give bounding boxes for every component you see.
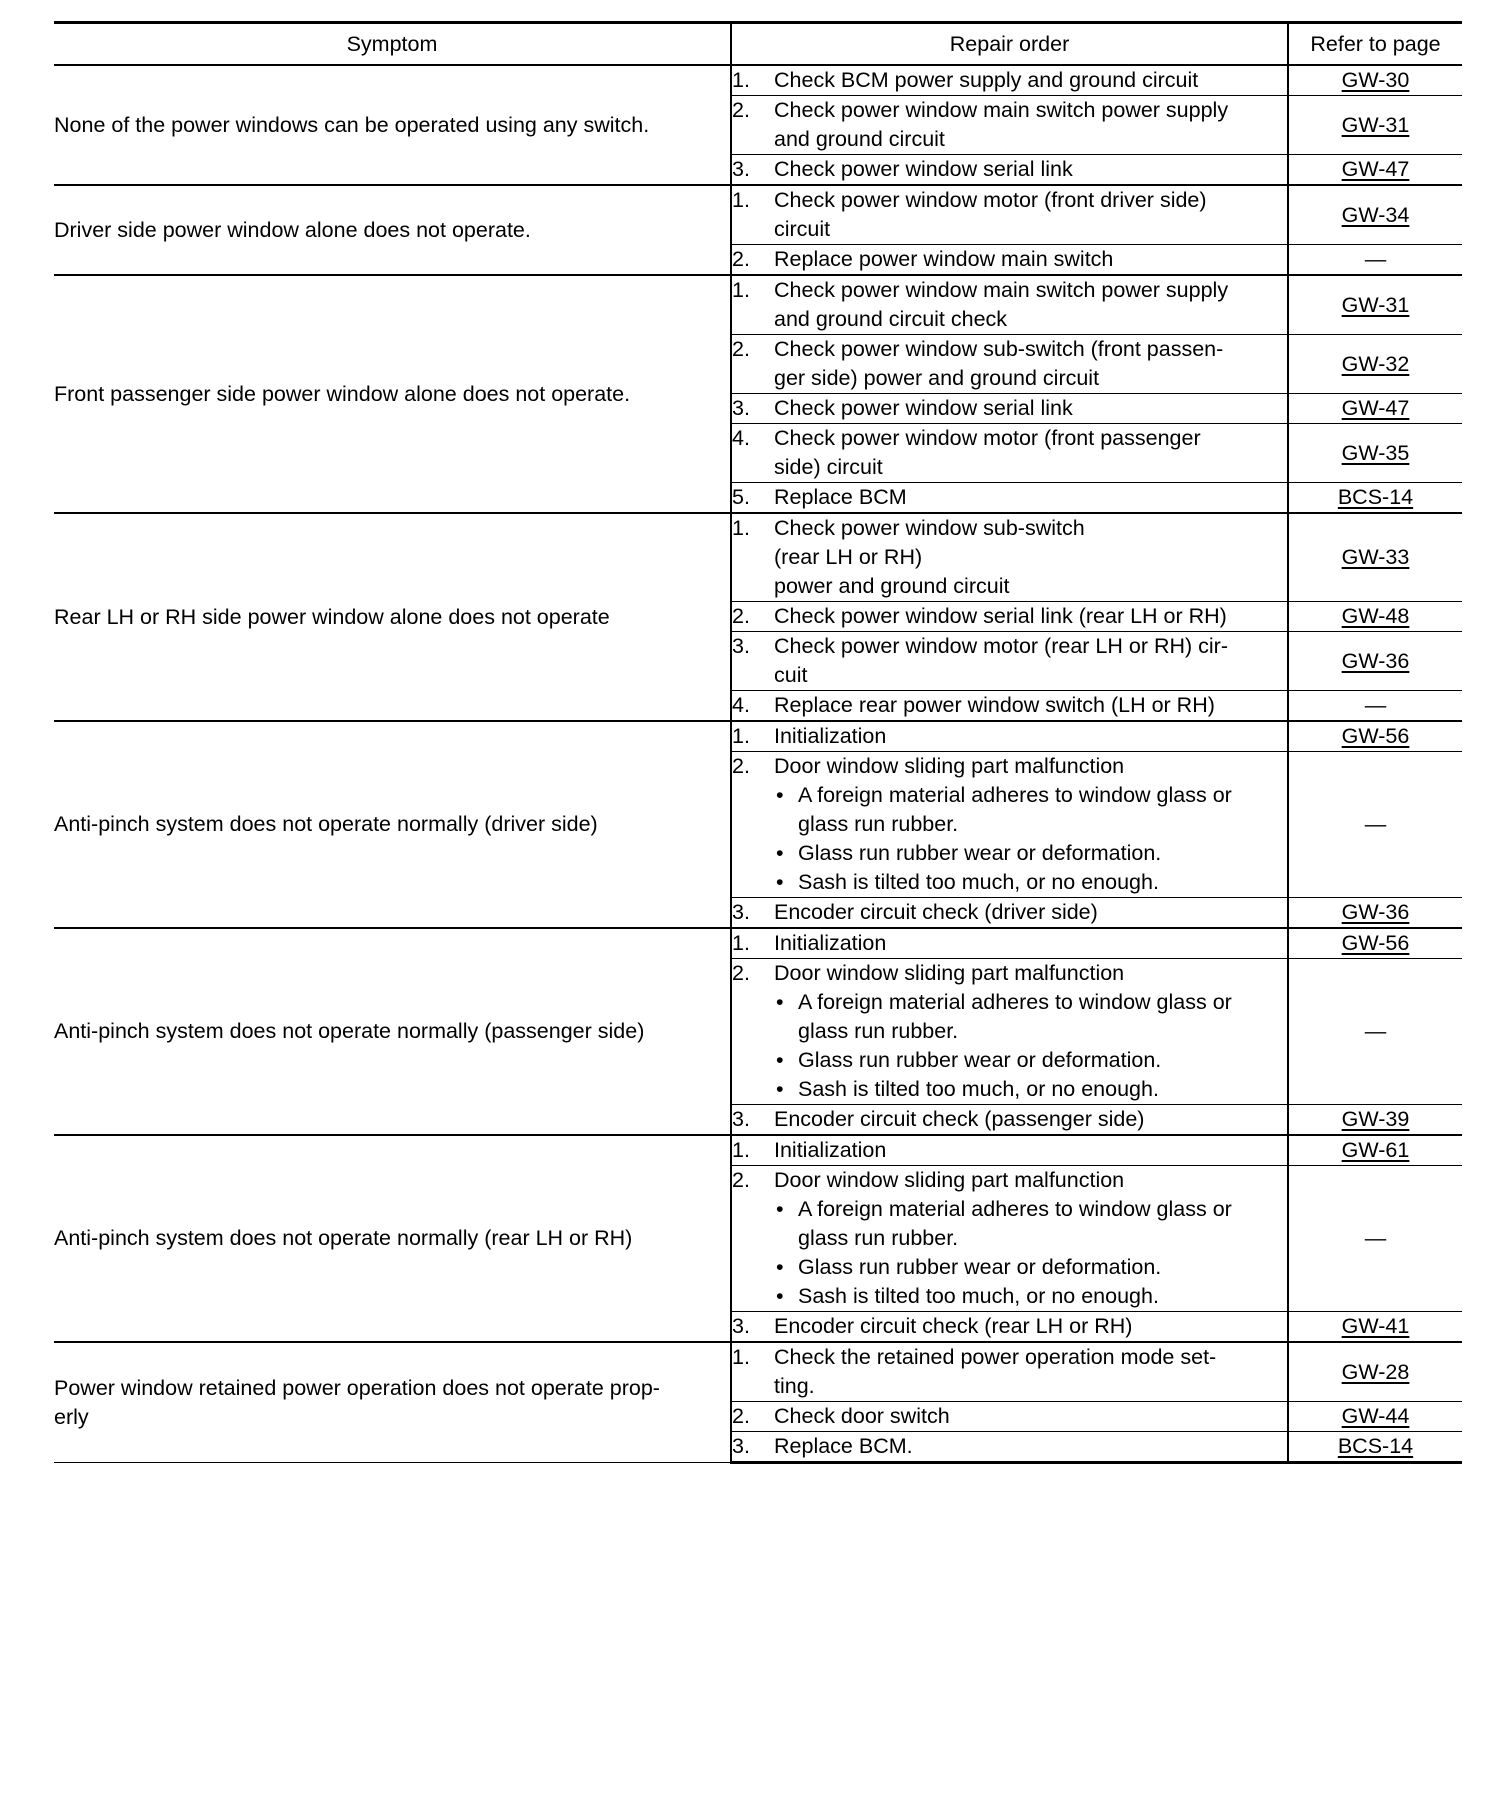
step-text [774, 898, 1287, 927]
step-text-line: Check power window motor (rear LH or RH) cir- [774, 634, 1228, 658]
step-text [774, 483, 1287, 512]
repair-step [732, 245, 1287, 274]
bullet-text-line: glass run rubber. [798, 1019, 959, 1043]
repair-step-cell [731, 1432, 1288, 1463]
refer-page-cell [1288, 1342, 1462, 1402]
step-text-line: Encoder circuit check (driver side) [774, 900, 1098, 924]
refer-page-cell [1288, 898, 1462, 929]
repair-step [732, 514, 1287, 601]
step-text [774, 66, 1287, 95]
step-text [774, 929, 1287, 958]
step-number: 1. [732, 931, 750, 955]
refer-page-cell [1288, 1135, 1462, 1166]
repair-step-cell [731, 424, 1288, 483]
refer-page-cell [1288, 424, 1462, 483]
step-text-line: Check power window serial link (rear LH or RH) [774, 604, 1227, 628]
refer-page-cell [1288, 721, 1462, 752]
bullet-text-line: • A foreign material adheres to window glass or [798, 1197, 1232, 1221]
refer-page-cell [1288, 513, 1462, 602]
refer-page-cell [1288, 245, 1462, 276]
step-text [774, 1312, 1287, 1341]
repair-step-cell [731, 898, 1288, 929]
step-number: 4. [732, 426, 750, 450]
repair-step [732, 691, 1287, 720]
step-text-line: Check the retained power operation mode set- [774, 1345, 1217, 1369]
repair-step [732, 1432, 1287, 1461]
step-number: 2. [732, 1168, 750, 1192]
repair-step-cell [731, 1166, 1288, 1312]
step-number: 1. [732, 188, 750, 212]
refer-page-cell [1288, 928, 1462, 959]
page-reference-link[interactable]: GW-47 [1341, 396, 1410, 420]
step-number: 3. [732, 900, 750, 924]
step-text-line: Door window sliding part malfunction [774, 754, 1125, 778]
step-text-line: Replace BCM [774, 485, 907, 509]
symptom-text: Anti-pinch system does not operate normally (rear LH or RH) [54, 1226, 633, 1250]
page-reference-link[interactable]: GW-36 [1341, 648, 1410, 673]
symptom-text: Anti-pinch system does not operate normally (driver side) [54, 812, 598, 836]
repair-step [732, 1166, 1287, 1311]
step-text-line: Check power window serial link [774, 396, 1073, 420]
page-reference-link[interactable]: GW-61 [1341, 1138, 1410, 1162]
no-reference: — [1364, 693, 1387, 717]
page-reference-link[interactable]: GW-35 [1341, 440, 1410, 465]
step-text [774, 155, 1287, 184]
repair-step-cell [731, 245, 1288, 276]
step-text-line: Encoder circuit check (rear LH or RH) [774, 1314, 1133, 1338]
bullet-text-line: • Glass run rubber wear or deformation. [798, 1048, 1162, 1072]
step-number: 1. [732, 1138, 750, 1162]
step-text-line: Door window sliding part malfunction [774, 961, 1125, 985]
bullet-item [774, 1282, 1287, 1311]
refer-page-cell [1288, 483, 1462, 514]
refer-page-cell [1288, 275, 1462, 335]
step-text-line: Encoder circuit check (passenger side) [774, 1107, 1145, 1131]
no-reference: — [1364, 247, 1387, 271]
step-number: 3. [732, 157, 750, 181]
repair-step [732, 1312, 1287, 1341]
step-number: 2. [732, 98, 750, 122]
bullet-text-line: • A foreign material adheres to window glass or [798, 783, 1232, 807]
repair-step [732, 155, 1287, 184]
symptom-text: Driver side power window alone does not operate. [54, 217, 531, 242]
symptom-text: Rear LH or RH side power window alone does not operate [54, 604, 610, 629]
step-text-line: ting. [774, 1374, 815, 1398]
repair-step-cell [731, 632, 1288, 691]
step-text [774, 424, 1287, 482]
repair-step-cell [731, 275, 1288, 335]
step-number: 1. [732, 68, 750, 92]
trouble-diagnosis-table [54, 21, 1462, 1464]
step-text [774, 245, 1287, 274]
symptom-text: Front passenger side power window alone does not operate. [54, 381, 631, 406]
page-reference-link[interactable]: GW-33 [1341, 545, 1410, 569]
no-reference: — [1364, 1226, 1387, 1250]
no-reference: — [1364, 812, 1387, 836]
repair-step-cell [731, 928, 1288, 959]
page-reference-link[interactable]: GW-41 [1341, 1314, 1410, 1338]
repair-step-cell [731, 155, 1288, 186]
bullet-text-line: • Sash is tilted too much, or no enough. [798, 870, 1159, 894]
repair-step [732, 66, 1287, 95]
bullet-item [774, 1046, 1287, 1075]
step-text-line: Replace power window main switch [774, 247, 1114, 271]
page-reference-link[interactable]: BCS-14 [1337, 1434, 1414, 1458]
step-text [774, 722, 1287, 751]
step-text-line: Check power window main switch power supply [774, 278, 1229, 302]
symptom-cell [54, 928, 731, 1135]
step-text [774, 632, 1287, 690]
step-text [774, 752, 1287, 897]
symptom-line: Power window retained power operation does not operate prop- [54, 1375, 660, 1400]
step-text [774, 1343, 1287, 1401]
step-number: 2. [732, 604, 750, 628]
bullet-item [774, 781, 1287, 839]
bullet-item [774, 1075, 1287, 1104]
step-text-line: Initialization [774, 724, 887, 748]
refer-page-cell [1288, 632, 1462, 691]
step-text-line: Check power window motor (front driver side) [774, 188, 1207, 212]
step-text [774, 691, 1287, 720]
page-reference-link[interactable]: GW-44 [1341, 1404, 1410, 1428]
repair-step-cell [731, 96, 1288, 155]
bullet-list [774, 1195, 1287, 1311]
bullet-text-line: • Glass run rubber wear or deformation. [798, 1255, 1162, 1279]
repair-step-cell [731, 513, 1288, 602]
repair-step [732, 394, 1287, 423]
step-text-line: Replace BCM. [774, 1434, 913, 1458]
symptom-cell [54, 513, 731, 721]
symptom-text: Anti-pinch system does not operate normally (passenger side) [54, 1019, 645, 1043]
repair-step [732, 483, 1287, 512]
repair-step-cell [731, 752, 1288, 898]
page-reference-link[interactable]: GW-32 [1341, 351, 1410, 376]
symptom-cell [54, 1342, 731, 1463]
page-reference-link[interactable]: GW-28 [1341, 1359, 1410, 1384]
step-text-line: Check power window sub-switch [774, 516, 1085, 540]
symptom-cell [54, 721, 731, 928]
refer-page-cell [1288, 959, 1462, 1105]
step-text-line: Check door switch [774, 1404, 950, 1428]
repair-step-cell [731, 959, 1288, 1105]
repair-step [732, 1105, 1287, 1134]
bullet-text-line: • Glass run rubber wear or deformation. [798, 841, 1162, 865]
repair-step [732, 752, 1287, 897]
step-text [774, 186, 1287, 244]
repair-step [732, 335, 1287, 393]
page-reference-link[interactable]: GW-47 [1341, 157, 1410, 181]
refer-page-cell [1288, 1105, 1462, 1136]
repair-step [732, 898, 1287, 927]
repair-step [732, 276, 1287, 334]
step-text-line: power and ground circuit [774, 574, 1010, 598]
step-number: 3. [732, 1314, 750, 1338]
step-number: 1. [732, 516, 750, 540]
repair-step-cell [731, 185, 1288, 245]
page-reference-link[interactable]: GW-48 [1341, 604, 1410, 628]
step-number: 2. [732, 961, 750, 985]
repair-step-cell [731, 691, 1288, 722]
repair-step [732, 1343, 1287, 1401]
step-text-line: Initialization [774, 1138, 887, 1162]
step-text-line: Check power window main switch power supply [774, 98, 1229, 122]
step-number: 1. [732, 278, 750, 302]
repair-step [732, 959, 1287, 1104]
repair-step-cell [731, 1342, 1288, 1402]
table-row [54, 721, 1462, 752]
repair-step-cell [731, 335, 1288, 394]
repair-step-cell [731, 394, 1288, 424]
page-reference-link[interactable]: GW-56 [1341, 931, 1410, 955]
no-reference: — [1364, 1019, 1387, 1043]
refer-page-cell [1288, 1432, 1462, 1463]
repair-step-cell [731, 1402, 1288, 1432]
refer-page-cell [1288, 394, 1462, 424]
table-row [54, 185, 1462, 245]
step-text-line: (rear LH or RH) [774, 545, 923, 569]
table-row [54, 928, 1462, 959]
symptom-cell [54, 185, 731, 275]
page-reference-link[interactable]: GW-39 [1341, 1107, 1410, 1131]
repair-step [732, 929, 1287, 958]
step-text [774, 1136, 1287, 1165]
refer-page-cell [1288, 185, 1462, 245]
step-text-line: and ground circuit check [774, 307, 1008, 331]
table-row [54, 275, 1462, 335]
repair-step [732, 1402, 1287, 1431]
repair-step [732, 96, 1287, 154]
bullet-item [774, 988, 1287, 1046]
step-text-line: and ground circuit [774, 127, 945, 151]
step-text-line: Initialization [774, 931, 887, 955]
step-number: 3. [732, 1107, 750, 1131]
step-text [774, 602, 1287, 631]
step-text [774, 335, 1287, 393]
header-repair-order: Repair order [731, 23, 1288, 66]
page-reference-link[interactable]: GW-34 [1341, 202, 1410, 227]
repair-step-cell [731, 721, 1288, 752]
bullet-text-line: glass run rubber. [798, 1226, 959, 1250]
page-reference-link[interactable]: GW-56 [1341, 724, 1410, 748]
bullet-list [774, 781, 1287, 897]
bullet-text-line: • Sash is tilted too much, or no enough. [798, 1077, 1159, 1101]
table-row [54, 1342, 1462, 1402]
header-refer-to-page: Refer to page [1288, 23, 1462, 66]
step-text-line: Door window sliding part malfunction [774, 1168, 1125, 1192]
step-number: 1. [732, 1345, 750, 1369]
step-number: 2. [732, 754, 750, 778]
step-text-line: circuit [774, 217, 831, 241]
step-number: 3. [732, 1434, 750, 1458]
step-text [774, 276, 1287, 334]
symptom-cell [54, 65, 731, 185]
step-text [774, 1105, 1287, 1134]
step-number: 1. [732, 724, 750, 748]
step-number: 3. [732, 396, 750, 420]
step-text-line: ger side) power and ground circuit [774, 366, 1100, 390]
symptom-cell [54, 275, 731, 513]
bullet-text-line: • Sash is tilted too much, or no enough. [798, 1284, 1159, 1308]
bullet-list [774, 988, 1287, 1104]
table-row [54, 65, 1462, 96]
bullet-item [774, 839, 1287, 868]
table-header-row [54, 23, 1462, 66]
step-text-line: Replace rear power window switch (LH or RH) [774, 693, 1215, 717]
step-text-line: Check BCM power supply and ground circuit [774, 68, 1199, 92]
symptom-text: None of the power windows can be operated using any switch. [54, 112, 650, 137]
repair-step-cell [731, 65, 1288, 96]
bullet-text-line: • A foreign material adheres to window glass or [798, 990, 1232, 1014]
step-number: 2. [732, 337, 750, 361]
refer-page-cell [1288, 1166, 1462, 1312]
step-number: 2. [732, 1404, 750, 1428]
repair-step [732, 186, 1287, 244]
refer-page-cell [1288, 96, 1462, 155]
header-symptom: Symptom [54, 23, 731, 66]
refer-page-cell [1288, 691, 1462, 722]
step-text [774, 394, 1287, 423]
step-text [774, 1166, 1287, 1311]
repair-step-cell [731, 1135, 1288, 1166]
bullet-text-line: glass run rubber. [798, 812, 959, 836]
repair-step-cell [731, 1312, 1288, 1343]
refer-page-cell [1288, 752, 1462, 898]
repair-step-cell [731, 1105, 1288, 1136]
step-number: 3. [732, 634, 750, 658]
bullet-item [774, 868, 1287, 897]
step-text [774, 1402, 1287, 1431]
repair-step [732, 1136, 1287, 1165]
table-body [54, 65, 1462, 1463]
step-text [774, 1432, 1287, 1461]
step-number: 4. [732, 693, 750, 717]
step-number: 5. [732, 485, 750, 509]
repair-step [732, 632, 1287, 690]
bullet-item [774, 1253, 1287, 1282]
refer-page-cell [1288, 1402, 1462, 1432]
step-number: 2. [732, 247, 750, 271]
repair-step-cell [731, 602, 1288, 632]
page-reference-link[interactable]: GW-30 [1341, 68, 1410, 92]
page-reference-link[interactable]: GW-36 [1341, 900, 1410, 924]
step-text [774, 959, 1287, 1104]
refer-page-cell [1288, 155, 1462, 186]
refer-page-cell [1288, 65, 1462, 96]
refer-page-cell [1288, 1312, 1462, 1343]
refer-page-cell [1288, 335, 1462, 394]
step-text-line: Check power window motor (front passenger [774, 426, 1201, 450]
step-text-line: cuit [774, 663, 808, 687]
repair-step-cell [731, 483, 1288, 514]
step-text-line: Check power window sub-switch (front passen- [774, 337, 1224, 361]
page-reference-link[interactable]: GW-31 [1341, 112, 1410, 137]
repair-step [732, 602, 1287, 631]
repair-step [732, 424, 1287, 482]
bullet-item [774, 1195, 1287, 1253]
step-text-line: side) circuit [774, 455, 883, 479]
repair-step [732, 722, 1287, 751]
symptom-line: erly [54, 1404, 89, 1429]
step-text [774, 96, 1287, 154]
step-text-line: Check power window serial link [774, 157, 1073, 181]
symptom-cell [54, 1135, 731, 1342]
step-text [774, 514, 1287, 601]
page-reference-link[interactable]: BCS-14 [1337, 485, 1414, 509]
table-row [54, 513, 1462, 602]
page-reference-link[interactable]: GW-31 [1341, 292, 1410, 317]
refer-page-cell [1288, 602, 1462, 632]
table-row [54, 1135, 1462, 1166]
